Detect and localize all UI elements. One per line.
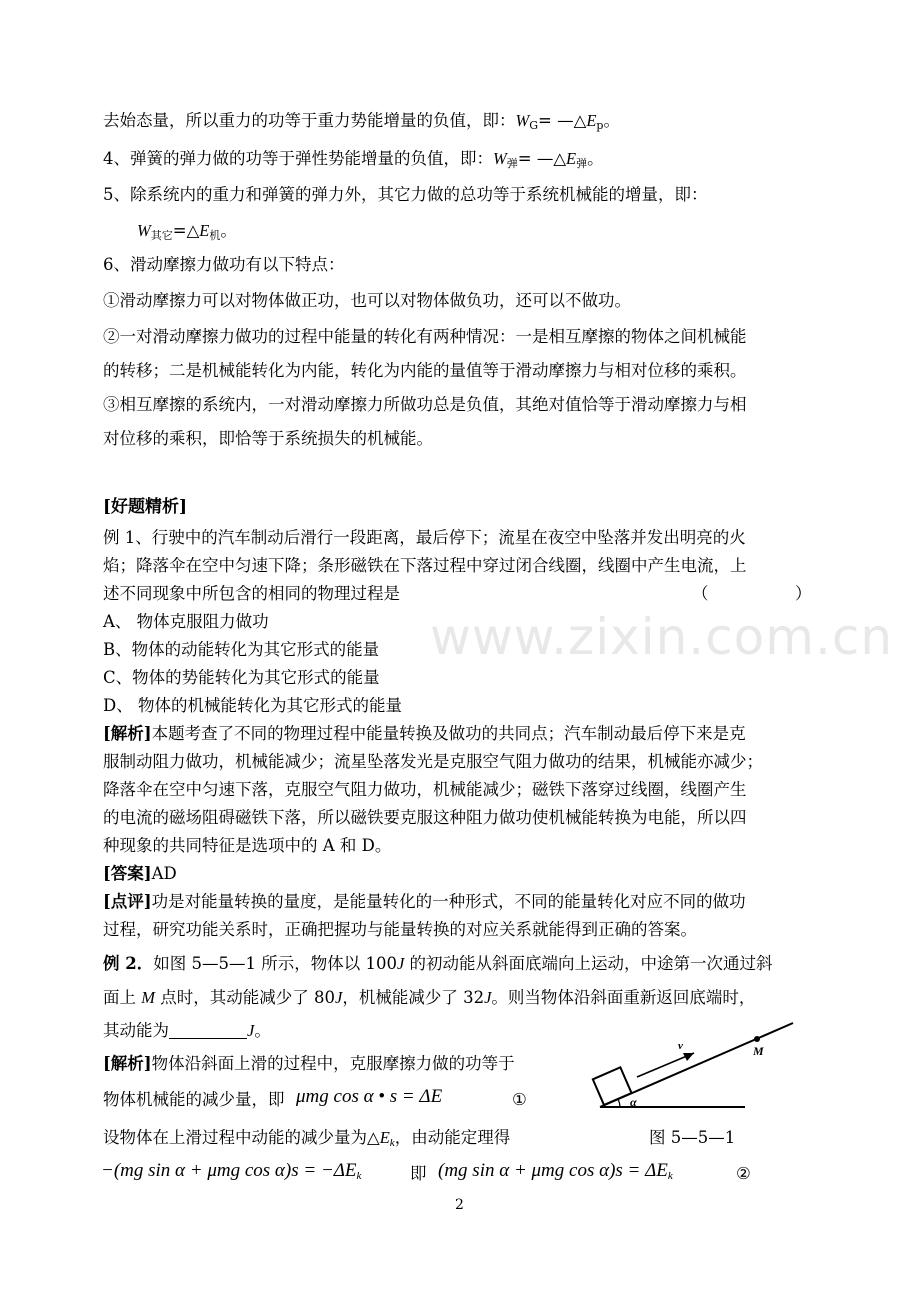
ex1-analysis-1 xyxy=(103,723,746,745)
answer-paren-right: ） xyxy=(795,584,812,603)
line-friction-title: 6、滑动摩擦力做功有以下特点： xyxy=(103,255,345,274)
unit-j: J xyxy=(335,988,343,1007)
ex1-question-3: 述不同现象中所包含的相同的物理过程是 xyxy=(103,584,400,603)
ex2-question-2 xyxy=(103,987,755,1009)
subscript: k xyxy=(667,1170,673,1182)
line-friction-1: ①滑动摩擦力可以对物体做正功，也可以对物体做负功，还可以不做功。 xyxy=(103,291,631,310)
line-spring-work xyxy=(103,148,604,175)
text: =△ xyxy=(172,221,200,240)
ex1-analysis-5: 种现象的共同特征是选项中的 A 和 D。 xyxy=(103,836,392,855)
ex2-question-3 xyxy=(103,1020,271,1042)
ex2-analysis-2 xyxy=(103,1089,285,1111)
answer-value: AD xyxy=(151,864,177,883)
equation-text: μmg cos α • s = ΔE xyxy=(296,1086,443,1107)
text: 物体机械能的减少量，即 xyxy=(103,1090,285,1109)
equation-2-mark: ② xyxy=(736,1164,751,1183)
w-symbol: W xyxy=(515,111,530,130)
option-c: C、物体的势能转化为其它形式的能量 xyxy=(103,668,380,687)
line-other-forces: 5、除系统内的重力和弹簧的弹力外，其它力做的总功等于系统机械能的增量，即： xyxy=(103,185,708,204)
point-m-label: M xyxy=(753,1044,764,1058)
ex1-analysis-4: 的电流的磁场阻碍磁铁下落，所以磁铁要克服这种阻力做功使机械能转换为电能，所以四 xyxy=(103,808,747,827)
subscript: k xyxy=(389,1137,395,1149)
equation-text: −(mg sin α + μmg cos α)s = −ΔE xyxy=(101,1160,357,1181)
line-friction-3b: 对位移的乘积，即恰等于系统损失的机械能。 xyxy=(103,429,433,448)
line-friction-3a: ③相互摩擦的系统内，一对滑动摩擦力所做功总是负值，其绝对值恰等于滑动摩擦力与相 xyxy=(103,395,747,414)
subscript: 弹 xyxy=(506,157,518,170)
e-symbol: E xyxy=(586,111,597,130)
text: 。 xyxy=(220,221,237,240)
equation-2-right xyxy=(438,1160,673,1187)
angle-label: α xyxy=(630,1095,637,1109)
text: 点时，其动能减少了 80 xyxy=(155,988,335,1007)
ex1-comment-2: 过程，研究功能关系时，正确把握功与能量转换的对应关系就能得到正确的答案。 xyxy=(103,920,697,939)
equation-1-mark: ① xyxy=(512,1090,527,1109)
subscript: 其它 xyxy=(150,229,173,242)
text: 。则当物体沿斜面重新返回底端时， xyxy=(491,988,756,1007)
figure-caption: 图 5—5—1 xyxy=(649,1128,736,1147)
text: 如图 5—5—1 所示，物体以 100 xyxy=(153,954,397,973)
option-d: D、 物体的机械能转化为其它形式的能量 xyxy=(103,696,402,715)
section-heading: [好题精析] xyxy=(103,497,188,517)
w-symbol: W xyxy=(493,149,507,168)
text: ，机械能减少了 32 xyxy=(342,988,485,1007)
text: 。 xyxy=(603,111,620,130)
text: 其动能为 xyxy=(103,1021,169,1040)
ex1-question-2: 焰；降落伞在空中匀速下降；条形磁铁在下落过程中穿过闭合线圈，线圈中产生电流，上 xyxy=(103,556,747,575)
unit-j: J xyxy=(484,988,492,1007)
text: 本题考查了不同的物理过程中能量转换及做功的共同点；汽车制动最后停下来是克 xyxy=(151,724,746,743)
equation-2-left xyxy=(101,1160,361,1187)
comment-tag: [点评] xyxy=(103,892,152,911)
text: 4、弹簧的弹力做的功等于弹性势能增量的负值，即： xyxy=(103,149,493,168)
line-other-forces-formula xyxy=(137,220,237,247)
e-symbol: E xyxy=(566,149,577,168)
ex1-answer xyxy=(103,863,177,885)
answer-blank[interactable] xyxy=(169,1022,247,1039)
e-symbol: E xyxy=(379,1128,390,1147)
subscript: 机 xyxy=(209,229,221,242)
velocity-label: v xyxy=(678,1040,683,1052)
equation-2-connector: 即 xyxy=(410,1164,427,1183)
text: = —△ xyxy=(538,111,587,130)
text: ，由动能定理得 xyxy=(394,1128,511,1147)
text: 物体沿斜面上滑的过程中，克服摩擦力做的功等于 xyxy=(151,1054,515,1073)
ex1-comment-1 xyxy=(103,891,746,913)
subscript: k xyxy=(356,1170,362,1182)
block xyxy=(593,1067,632,1105)
ex1-analysis-2: 服制动阻力做功，机械能减少；流星坠落发光是克服空气阻力做功的结果，机械能亦减少； xyxy=(103,752,763,771)
ex2-question-1 xyxy=(103,953,773,975)
subscript: 弹 xyxy=(576,157,588,170)
ex1-analysis-3: 降落伞在空中匀速下落，克服空气阻力做功，机械能减少；磁铁下落穿过线圈，线圈产生 xyxy=(103,780,747,799)
text: 。 xyxy=(587,149,604,168)
example-label: 例 2． xyxy=(103,954,154,973)
line-friction-2b: 的转移；二是机械能转化为内能，转化为内能的量值等于滑动摩擦力与相对位移的乘积。 xyxy=(103,361,747,380)
equation-1 xyxy=(296,1086,442,1108)
text: 功是对能量转换的量度，是能量转化的一种形式，不同的能量转化对应不同的做功 xyxy=(151,892,746,911)
point-m: M xyxy=(141,988,155,1007)
point-m-dot xyxy=(754,1036,760,1042)
text: 的初动能从斜面底端向上运动，中途第一次通过斜 xyxy=(404,954,773,973)
ex1-question-1: 例 1、行驶中的汽车制动后滑行一段距离，最后停下；流星在夜空中坠落并发出明亮的火 xyxy=(103,528,746,547)
text: 去始态量，所以重力的功等于重力势能增量的负值，即： xyxy=(103,111,516,130)
analysis-tag: [解析] xyxy=(103,1054,152,1073)
watermark: www.zixin.com.cn xyxy=(430,608,894,666)
line-friction-2a: ②一对滑动摩擦力做功的过程中能量的转化有两种情况：一是相互摩擦的物体之间机械能 xyxy=(103,327,747,346)
ex2-analysis-3 xyxy=(103,1127,510,1154)
answer-tag: [答案] xyxy=(103,864,152,883)
text: = —△ xyxy=(517,149,567,168)
equation-text: (mg sin α + μmg cos α)s = ΔE xyxy=(438,1160,668,1181)
subscript: G xyxy=(529,119,539,132)
text: 面上 xyxy=(103,988,142,1007)
ex2-analysis-1 xyxy=(103,1053,515,1075)
w-symbol: W xyxy=(137,221,151,240)
e-symbol: E xyxy=(199,221,210,240)
page-number: 2 xyxy=(455,1197,464,1213)
angle-arc xyxy=(618,1099,620,1107)
answer-paren-left: （ xyxy=(692,584,709,603)
text: 设物体在上滑过程中动能的减少量为△ xyxy=(103,1128,380,1147)
incline-figure xyxy=(590,1015,805,1115)
unit-j: J xyxy=(396,954,405,973)
unit-j: J xyxy=(247,1021,255,1040)
line-gravity-work xyxy=(103,110,620,137)
text: 。 xyxy=(254,1021,271,1040)
option-a: A、 物体克服阻力做功 xyxy=(103,612,269,631)
analysis-tag: [解析] xyxy=(103,724,152,743)
option-b: B、物体的动能转化为其它形式的能量 xyxy=(103,640,380,659)
subscript: p xyxy=(596,119,604,132)
